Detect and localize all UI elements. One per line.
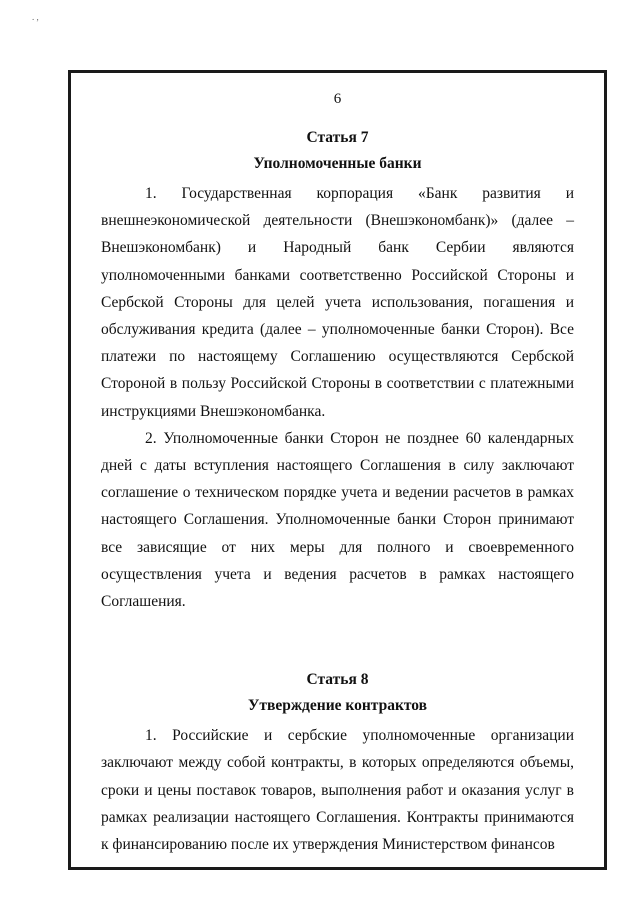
paragraph: 1. Государственная корпорация «Банк развития и внешнеэкономической деятельности (Внешэкономбанк)» (далее – Внешэкономбанк) и Народный банк Сербии являются уполномоченными банками соответственно Российской Стороны и Сербской Стороны для целей учета использования, погашения и обслуживания кредита (далее – уполномоченные банки Сторон). Все платежи по настоящему Соглашению осуществляются Сербской Стороной в пользу Российской Стороны в соответствии с платежными инструкциями Внешэкономбанка. — [101, 185, 574, 420]
scan-specks: . , — [32, 12, 39, 22]
section-gap — [101, 615, 574, 667]
article-title: Уполномоченные банки — [253, 155, 422, 172]
article-8 — [101, 667, 574, 858]
document-frame — [68, 70, 607, 870]
paragraph: 1. Российские и сербские уполномоченные организации заключают между собой контракты, в которых определяются объемы, сроки и цены поставок товаров, выполнения работ и оказания услуг в рамках реализации настоящего Соглашения. Контракты принимаются к финансированию после их утверждения Министерством финансов — [101, 727, 574, 854]
article-7 — [101, 125, 574, 615]
paragraph: 2. Уполномоченные банки Сторон не позднее 60 календарных дней с даты вступления настоящего Соглашения в силу заключают соглашение о техническом порядке учета и ведении расчетов в рамках настоящего Соглашения. Уполномоченные банки Сторон принимают все зависящие от них меры для полного и своевременного осуществления учета и ведения расчетов в рамках настоящего Соглашения. — [101, 429, 574, 611]
document-body — [101, 125, 574, 858]
article-number: Статья 8 — [306, 671, 369, 689]
article-number: Статья 7 — [306, 129, 369, 146]
page-number: 6 — [333, 91, 342, 107]
article-title: Утверждение контрактов — [247, 697, 428, 715]
